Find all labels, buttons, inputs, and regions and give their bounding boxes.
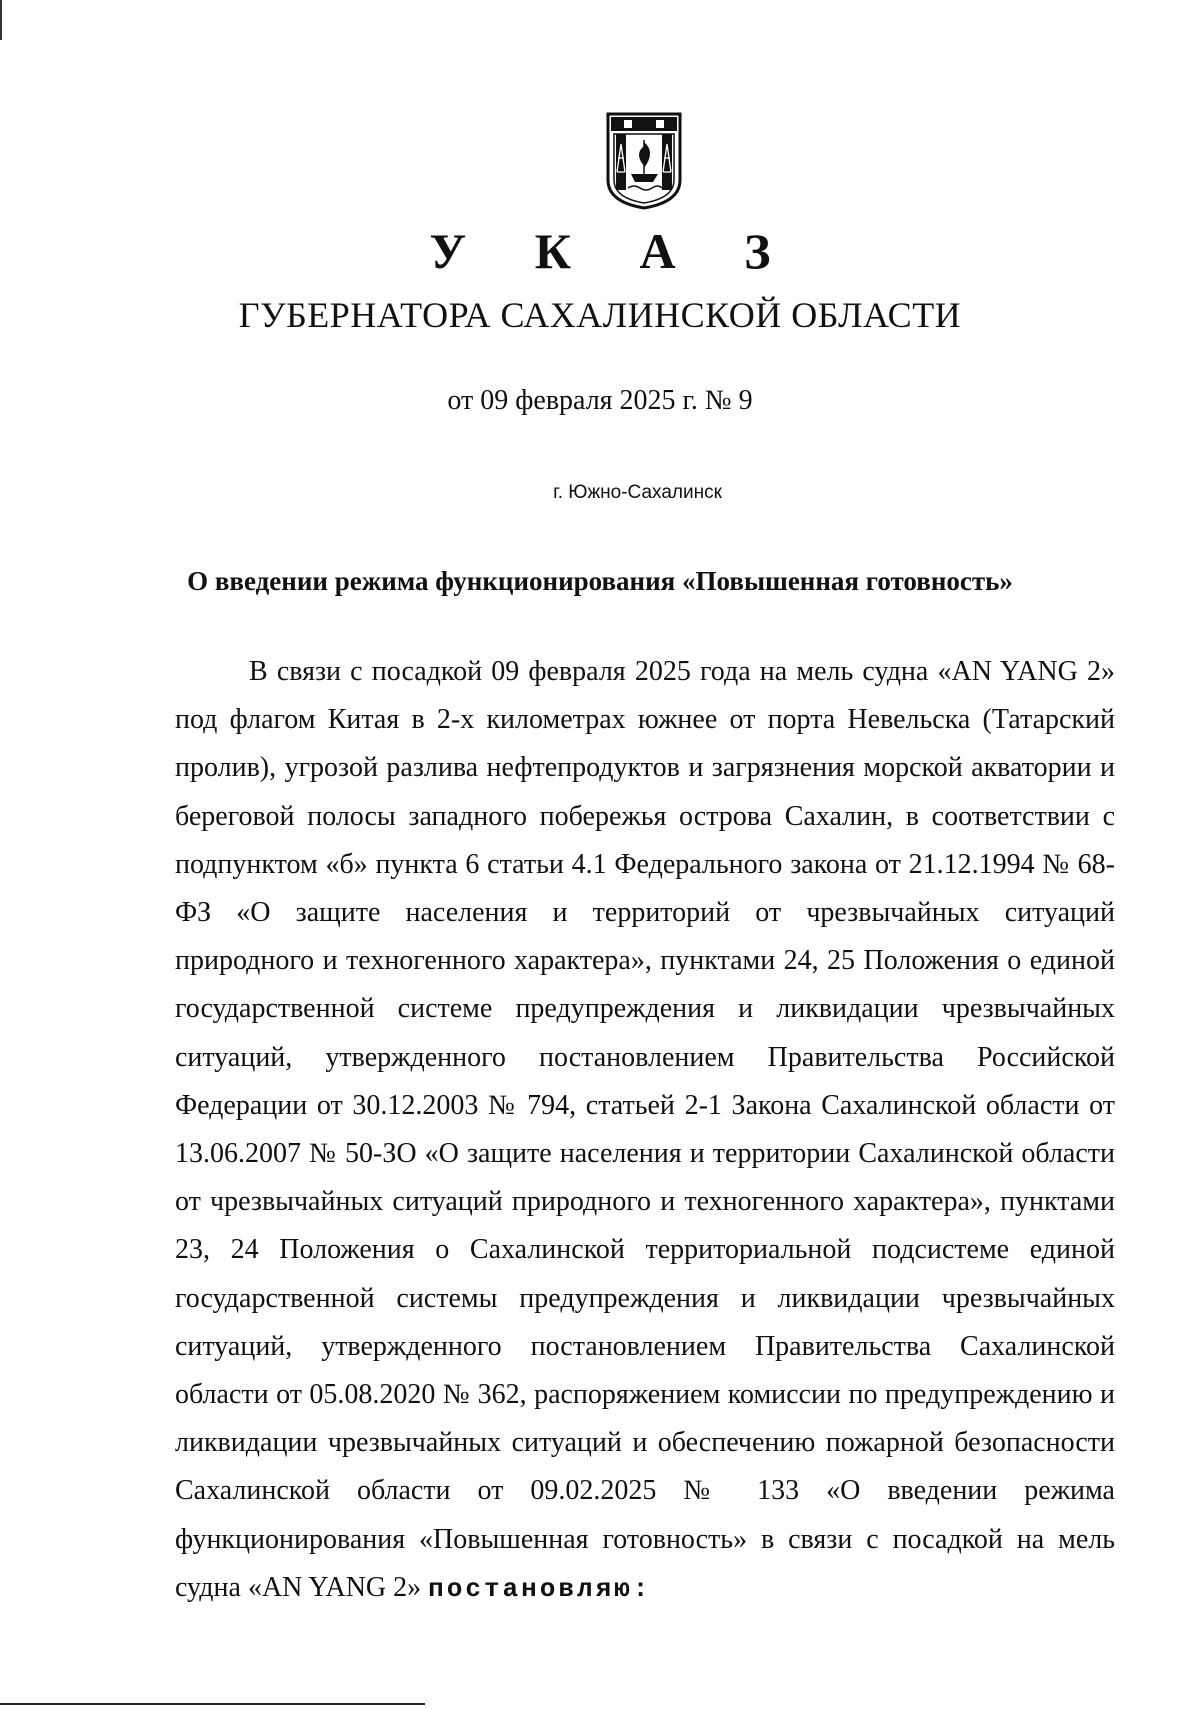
city-line: г. Южно-Сахалинск (553, 482, 722, 503)
scan-edge-mark (0, 0, 2, 40)
bottom-divider (0, 1703, 425, 1705)
decree-body-text: В связи с посадкой 09 февраля 2025 года на мель судна «AN YANG 2» под флагом Китая в 2-х километрах южнее от порта Невельска (Татарский пролив), угрозой разлива нефтепродуктов и загрязнения морской акватории и береговой полосы западного побережья острова Сахалин, в соответствии с подпунктом «б» пункта 6 статьи 4.1 Федерального закона от 21.12.1994 № 68-ФЗ «О защите населения и территорий от чрезвычайных ситуаций природного и техногенного характера», пунктами 24, 25 Положения о единой государственной системе предупреждения и ликвидации чрезвычайных ситуаций, утвержденного постановлением Правительства Российской Федерации от 30.12.2003 № 794, статьей 2-1 Закона Сахалинской области от 13.06.2007 № 50-ЗО «О защите населения и территории Сахалинской области от чрезвычайных ситуаций природного и техногенного характера», пунктами 23, 24 Положения о Сахалинской территориальной подсистеме единой государственной системы предупреждения и ликвидации чрезвычайных ситуаций, утвержденного постановлением Правительства Сахалинской области от 05.08.2020 № 362, распоряжением комиссии по предупреждению и ликвидации чрезвычайных ситуаций и обеспечению пожарной безопасности Сахалинской области от 09.02.2025 № 133 «О введении режима функционирования «Повышенная готовность» в связи с посадкой на мель судна «AN YANG 2» (175, 656, 1115, 1603)
decree-body-paragraph (175, 648, 1115, 1613)
decree-subject: О введении режима функционирования «Повышенная готовность» (187, 566, 1013, 596)
issuer-title: ГУБЕРНАТОРА САХАЛИНСКОЙ ОБЛАСТИ (238, 295, 962, 335)
document-type-title: У К А З (429, 223, 799, 279)
date-number-line: от 09 февраля 2025 г. № 9 (447, 385, 753, 416)
decree-resolution-word: постановляю: (428, 1573, 652, 1604)
coat-of-arms-icon (604, 110, 684, 210)
